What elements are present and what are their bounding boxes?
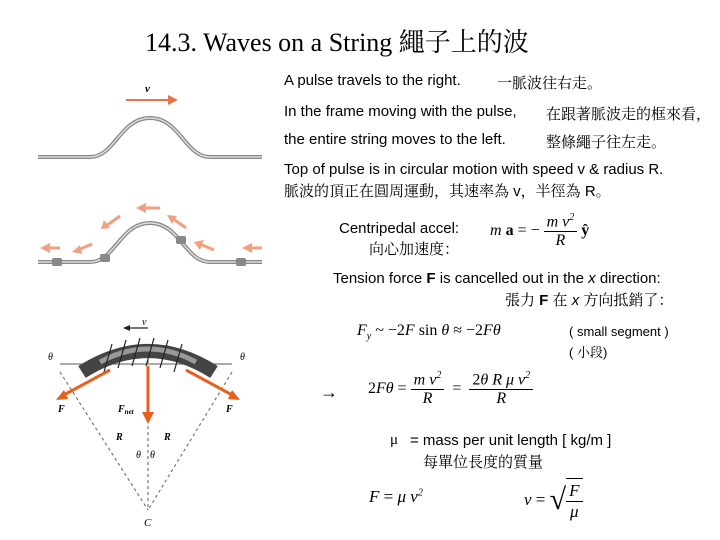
- R-left-label: R: [116, 432, 123, 443]
- small-segment-en: ( small segment ): [569, 324, 669, 339]
- theta-bottom-left-label: θ: [136, 450, 141, 461]
- v-label-top: v: [145, 83, 150, 95]
- tension-label-en: Tension force F is cancelled out in the x direction:: [333, 270, 661, 287]
- theta-left-label: θ: [48, 352, 53, 363]
- centripetal-label-zh: 向心加速度：: [369, 241, 460, 258]
- line-pulse-en: A pulse travels to the right.: [284, 72, 461, 89]
- line-frame-en: In the frame moving with the pulse,: [284, 103, 517, 120]
- line-circular-zh: 脈波的頂正在圓周運動，其速率為 v，半徑為 R。: [284, 183, 611, 200]
- line-circular-en: Top of pulse is in circular motion with speed v & radius R.: [284, 161, 664, 178]
- mu-definition-en: = mass per unit length [ kg/m ]: [410, 432, 612, 449]
- F-left-label: F: [58, 404, 65, 415]
- equation-speed: v = √ $\frac{F}{\mu}$: [524, 478, 583, 522]
- mu-symbol: μ: [390, 432, 399, 448]
- page-title: 14.3. Waves on a String 繩子上的波: [145, 28, 529, 57]
- line-pulse-zh: 一脈波往右走。: [497, 75, 603, 92]
- tension-label-zh: 張力 F 在 x 方向抵銷了：: [505, 292, 674, 309]
- R-right-label: R: [164, 432, 171, 443]
- line-left-en: the entire string moves to the left.: [284, 131, 506, 148]
- equation-centripetal: m a = − $\frac{m v^2}{R}$ ŷ: [490, 212, 590, 250]
- small-segment-zh: ( 小段): [569, 345, 608, 360]
- line-left-zh: 整條繩子往左走。: [546, 134, 667, 151]
- line-frame-zh: 在跟著脈波走的框來看，: [546, 106, 712, 123]
- centripetal-label-en: Centripedal accel:: [339, 220, 460, 237]
- equation-tension: F = μ $v^2$: [369, 487, 423, 506]
- F-right-label: F: [226, 404, 233, 415]
- implies-arrow: →: [320, 382, 338, 402]
- theta-right-label: θ: [240, 352, 245, 363]
- v-label-segment: v: [142, 317, 147, 328]
- equation-force-y: $F_y$ ~ −2F sin θ ≈ −2Fθ: [357, 322, 501, 343]
- C-label: C: [144, 517, 152, 529]
- equation-balance: 2Fθ = $\frac{m v^2}{R}$ = $\frac{2\theta R \mu v^2}{R}$: [368, 370, 533, 408]
- F-net-label: $F_{net}$: [118, 404, 134, 416]
- mu-definition-zh: 每單位長度的質量: [423, 454, 544, 471]
- theta-bottom-right-label: θ: [150, 450, 155, 461]
